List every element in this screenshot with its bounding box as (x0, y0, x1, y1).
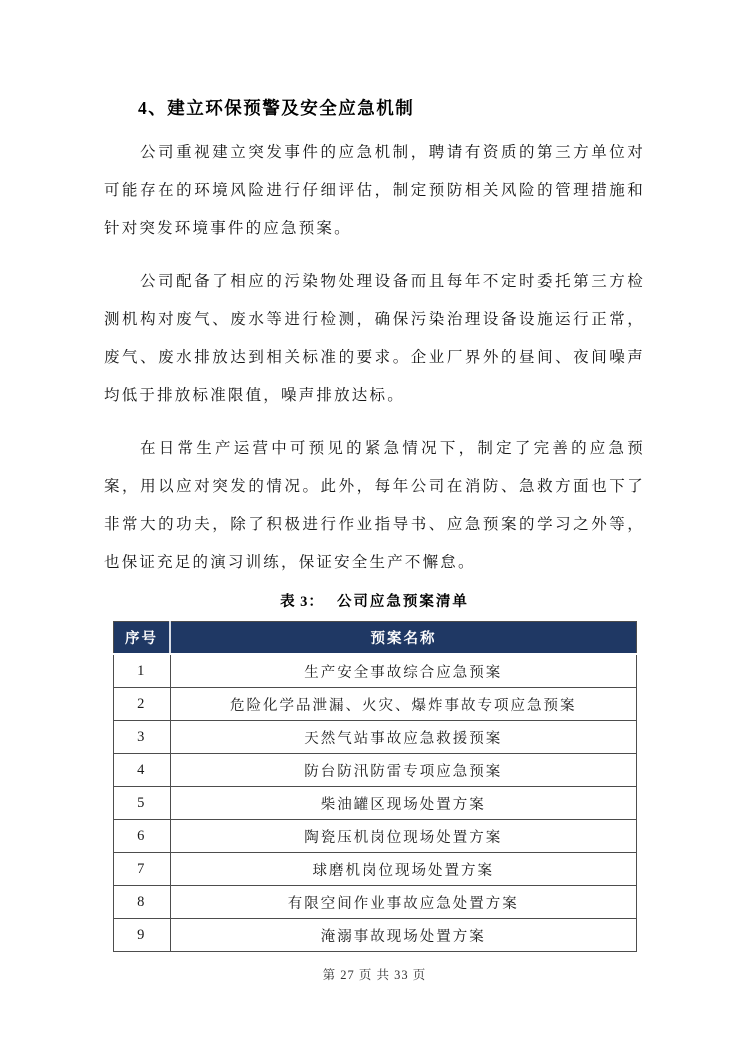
plan-name-cell: 有限空间作业事故应急处置方案 (170, 886, 637, 919)
row-index-cell: 3 (114, 721, 171, 754)
emergency-plan-table (113, 621, 637, 952)
table-header-row (114, 622, 637, 655)
table-row (114, 654, 637, 688)
column-header-plan-name: 预案名称 (170, 622, 637, 655)
row-index-cell: 8 (114, 886, 171, 919)
row-index-cell: 1 (114, 654, 171, 688)
plan-name-cell: 危险化学品泄漏、火灾、爆炸事故专项应急预案 (170, 688, 637, 721)
table-row (114, 754, 637, 787)
plan-name-cell: 淹溺事故现场处置方案 (170, 919, 637, 952)
page-number-footer: 第 27 页 共 33 页 (322, 968, 427, 982)
section-heading: 4、建立环保预警及安全应急机制 (138, 98, 415, 118)
row-index-cell: 5 (114, 787, 171, 820)
table-row (114, 721, 637, 754)
table-caption-title: 公司应急预案清单 (336, 594, 469, 610)
row-index-cell: 2 (114, 688, 171, 721)
plan-name-cell: 防台防汛防雷专项应急预案 (170, 754, 637, 787)
column-header-index: 序号 (114, 622, 171, 655)
plan-name-cell: 陶瓷压机岗位现场处置方案 (170, 820, 637, 853)
row-index-cell: 6 (114, 820, 171, 853)
paragraph: 在日常生产运营中可预见的紧急情况下，制定了完善的应急预案，用以应对突发的情况。此外，每年公司在消防、急救方面也下了非常大的功夫，除了积极进行作业指导书、应急预案的学习之外等，也保证充足的演习训练，保证安全生产不懈怠。 (104, 440, 645, 571)
plan-name-cell: 天然气站事故应急救援预案 (170, 721, 637, 754)
plan-name-cell: 柴油罐区现场处置方案 (170, 787, 637, 820)
table-row (114, 886, 637, 919)
table-row (114, 919, 637, 952)
paragraph: 公司重视建立突发事件的应急机制，聘请有资质的第三方单位对可能存在的环境风险进行仔细评估，制定预防相关风险的管理措施和针对突发环境事件的应急预案。 (104, 144, 645, 237)
plan-name-cell: 生产安全事故综合应急预案 (170, 654, 637, 688)
table-caption-label: 表 3： (280, 594, 324, 610)
table-row (114, 853, 637, 886)
table-row (114, 688, 637, 721)
table-caption (104, 592, 645, 613)
plan-name-cell: 球磨机岗位现场处置方案 (170, 853, 637, 886)
row-index-cell: 9 (114, 919, 171, 952)
row-index-cell: 7 (114, 853, 171, 886)
table-row (114, 787, 637, 820)
paragraph: 公司配备了相应的污染物处理设备而且每年不定时委托第三方检测机构对废气、废水等进行检测，确保污染治理设备设施运行正常，废气、废水排放达到相关标准的要求。企业厂界外的昼间、夜间噪声均低于排放标准限值，噪声排放达标。 (104, 273, 645, 404)
row-index-cell: 4 (114, 754, 171, 787)
table-row (114, 820, 637, 853)
